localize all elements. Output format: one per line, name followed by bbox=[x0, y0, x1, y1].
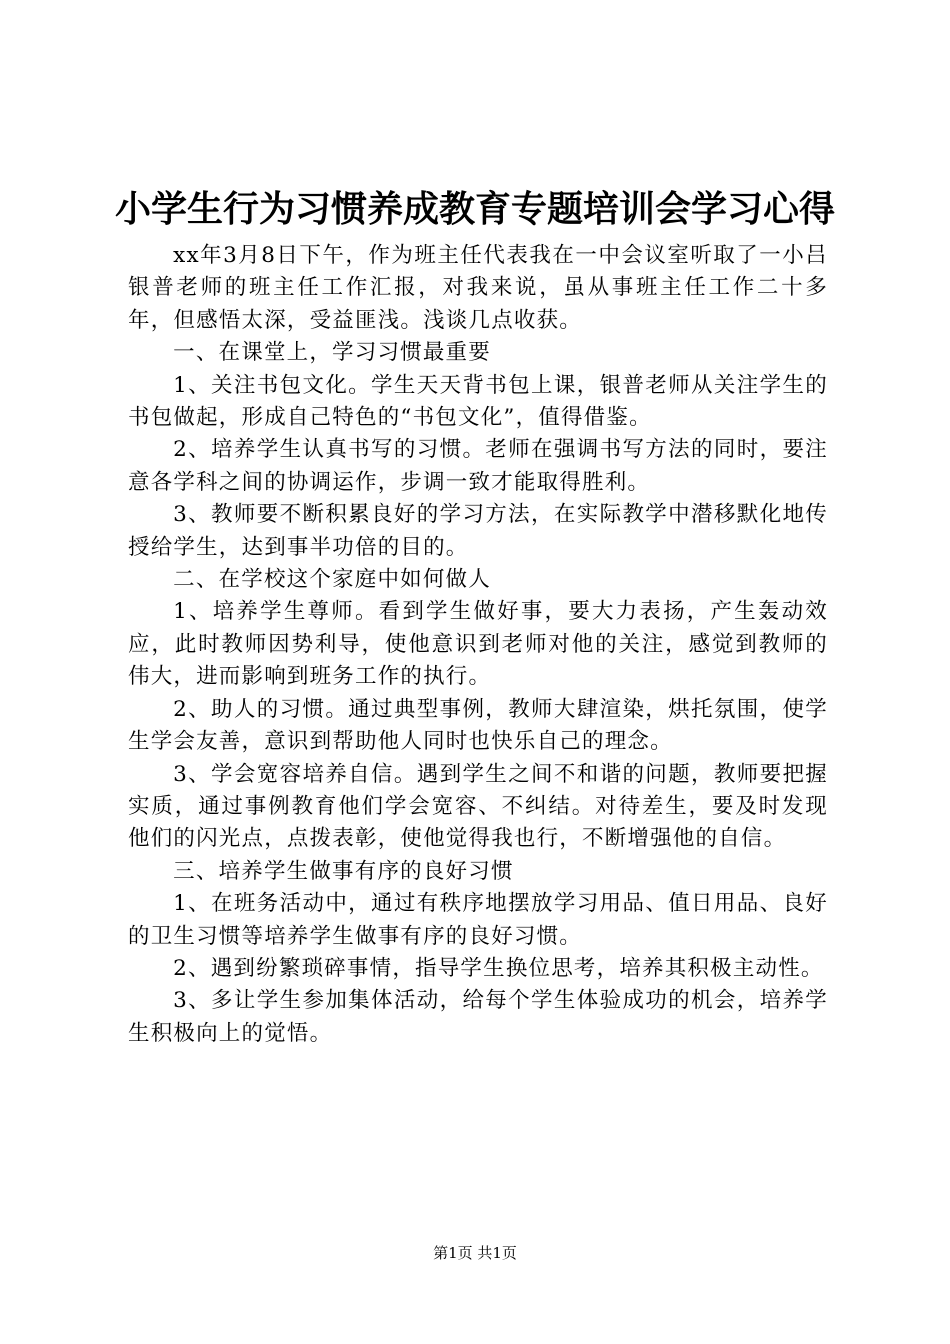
paragraph: 2、培养学生认真书写的习惯。老师在强调书写方法的同时，要注意各学科之间的协调运作，步调一致才能取得胜利。 bbox=[128, 437, 828, 495]
paragraph: 3、多让学生参加集体活动，给每个学生体验成功的机会，培养学生积极向上的觉悟。 bbox=[128, 988, 828, 1046]
paragraph: 1、培养学生尊师。看到学生做好事，要大力表扬，产生轰动效应，此时教师因势利导，使他意识到老师对他的关注，感觉到教师的伟大，进而影响到班务工作的执行。 bbox=[128, 599, 828, 690]
section-heading-3: 三、培养学生做事有序的良好习惯 bbox=[173, 858, 514, 884]
paragraph: 2、遇到纷繁琐碎事情，指导学生换位思考，培养其积极主动性。 bbox=[173, 955, 824, 981]
paragraph: 3、学会宽容培养自信。遇到学生之间不和谐的问题，教师要把握实质，通过事例教育他们学会宽容、不纠结。对待差生，要及时发现他们的闪光点，点拨表彰，使他觉得我也行，不断增强他的自信。 bbox=[128, 761, 828, 852]
intro-paragraph: xx年3月8日下午，作为班主任代表我在一中会议室听取了一小吕银普老师的班主任工作汇报，对我来说，虽从事班主任工作二十多年，但感悟太深，受益匪浅。浅谈几点收获。 bbox=[128, 243, 828, 333]
paragraph: 1、在班务活动中，通过有秩序地摆放学习用品、值日用品、良好的卫生习惯等培养学生做事有序的良好习惯。 bbox=[128, 891, 828, 949]
section-heading-2: 二、在学校这个家庭中如何做人 bbox=[173, 567, 491, 593]
section-heading-1: 一、在课堂上，学习习惯最重要 bbox=[173, 340, 491, 366]
page-footer: 第1页 共1页 bbox=[433, 1244, 517, 1262]
paragraph: 1、关注书包文化。学生天天背书包上课，银普老师从关注学生的书包做起，形成自己特色的“书包文化”，值得借鉴。 bbox=[128, 372, 828, 431]
document-body bbox=[128, 240, 828, 1050]
paragraph: 3、教师要不断积累良好的学习方法，在实际教学中潜移默化地传授给学生，达到事半功倍的目的。 bbox=[128, 502, 828, 560]
document-title: 小学生行为习惯养成教育专题培训会学习心得 bbox=[114, 189, 835, 230]
paragraph: 2、助人的习惯。通过典型事例，教师大肆渲染，烘托氛围，使学生学会友善，意识到帮助他人同时也快乐自己的理念。 bbox=[128, 696, 828, 755]
